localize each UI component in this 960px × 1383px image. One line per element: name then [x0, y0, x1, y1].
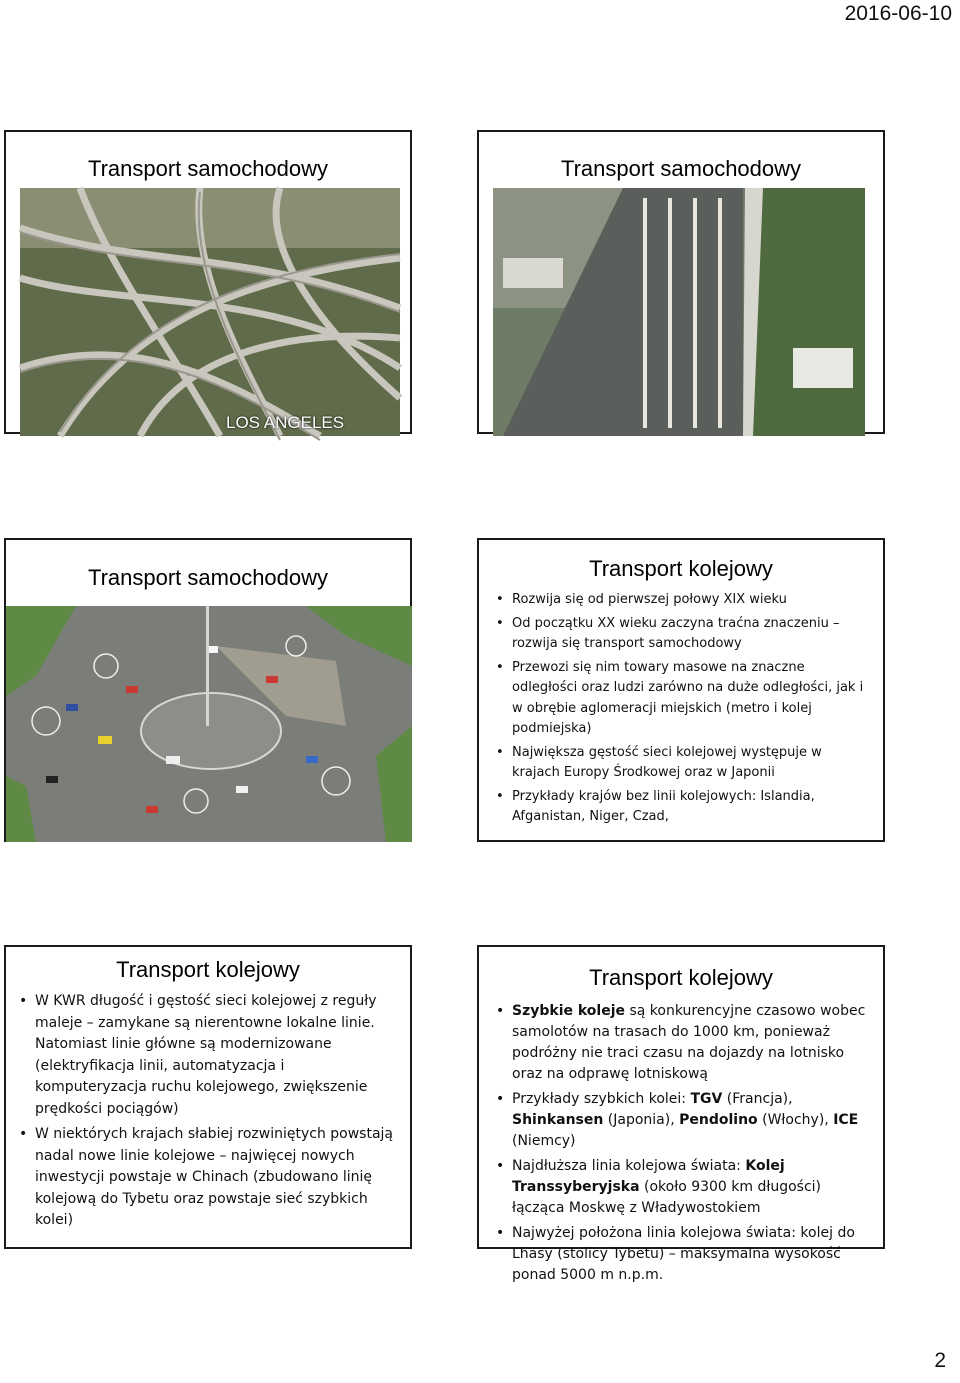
text: (około 9300 km długości) łącząca Moskwę z Władywostokiem	[512, 1179, 822, 1216]
list-item: • W KWR długość i gęstość sieci kolejowej z reguły maleje – zamykane są nierentowne lokalne linie. Natomiast linie główne są modernizowane (elektryfikacja linii, automatyzacja i komputeryzacja ruchu kolejowego, zwiększenie prędkości pociągów)	[18, 991, 400, 1120]
text: (Francja),	[722, 1091, 793, 1107]
slide-6	[477, 945, 885, 1283]
list-item	[495, 1156, 873, 1219]
list-item: • Najwyżej położona linia kolejowa świata: kolej do Lhasy (stolicy Tybetu) – maksymalna wysokość ponad 5000 m n.p.m.	[495, 1223, 873, 1286]
list-item: • Od początku XX wieku zaczyna traćna znaczeniu – rozwija się transport samochodowy	[495, 614, 873, 655]
list-item: • Przykłady krajów bez linii kolejowych: Islandia, Afganistan, Niger, Czad,	[495, 787, 873, 828]
los-angeles-caption: LOS ANGELES	[226, 413, 345, 432]
text: są konkurencyjne czasowo wobec samolotów na trasach do 1000 km, ponieważ podróżny nie traci czasu na dojazdy na lotnisko oraz na odprawę lotniskową	[512, 1003, 866, 1082]
list-item: • Przewozi się nim towary masowe na znaczne odległości oraz ludzi zarówno na duże odległości, jak i w obrębie aglomeracji miejskich (metro i kolej podmiejska)	[495, 658, 873, 740]
text: Przykłady szybkich kolei:	[512, 1091, 691, 1107]
bullet-list	[18, 991, 400, 1236]
slide-2	[477, 130, 885, 434]
list-item: • Największa gęstość sieci kolejowej występuje w krajach Europy Środkowej oraz w Japonii	[495, 743, 873, 784]
bullet-list	[495, 590, 873, 831]
bold-text: ICE	[833, 1112, 859, 1128]
bold-text: Kolej Transsyberyjska	[512, 1158, 785, 1195]
bold-text: Szybkie koleje	[512, 1003, 625, 1019]
roundabout-image	[6, 606, 412, 842]
text: (Japonia),	[603, 1112, 680, 1128]
slide-4	[477, 538, 885, 842]
traffic-jam-image	[493, 188, 865, 436]
header-date: 2016-06-10	[844, 2, 952, 25]
text: (Włochy),	[757, 1112, 834, 1128]
bold-text: Shinkansen	[512, 1112, 604, 1128]
highway-interchange-image	[20, 188, 400, 436]
slide-5	[4, 945, 412, 1249]
slide-3	[4, 538, 412, 842]
slide-1	[4, 130, 412, 434]
slide-title: Transport kolejowy	[589, 965, 773, 990]
list-item	[495, 1001, 873, 1085]
text: (Niemcy)	[512, 1133, 576, 1149]
bold-text: TGV	[690, 1091, 723, 1107]
bullet-list	[495, 1001, 873, 1290]
slide-title: Transport samochodowy	[87, 156, 329, 181]
page-number: 2	[934, 1349, 946, 1372]
bold-text: Pendolino	[679, 1112, 758, 1128]
slide-title: Transport samochodowy	[560, 156, 802, 181]
text: Najdłuższa linia kolejowa świata:	[512, 1158, 746, 1174]
list-item	[495, 1089, 873, 1152]
slide-title: Transport kolejowy	[116, 957, 300, 982]
list-item: • Rozwija się od pierwszej połowy XIX wieku	[495, 590, 873, 611]
slide-title: Transport kolejowy	[589, 556, 773, 581]
slide-title: Transport samochodowy	[87, 565, 329, 590]
list-item: • W niektórych krajach słabiej rozwiniętych powstają nadal nowe linie kolejowe – najwięcej nowych inwestycji powstaje w Chinach (zbudowano linię kolejową do Tybetu oraz powstaje sieć szybkich kolei)	[18, 1124, 400, 1232]
